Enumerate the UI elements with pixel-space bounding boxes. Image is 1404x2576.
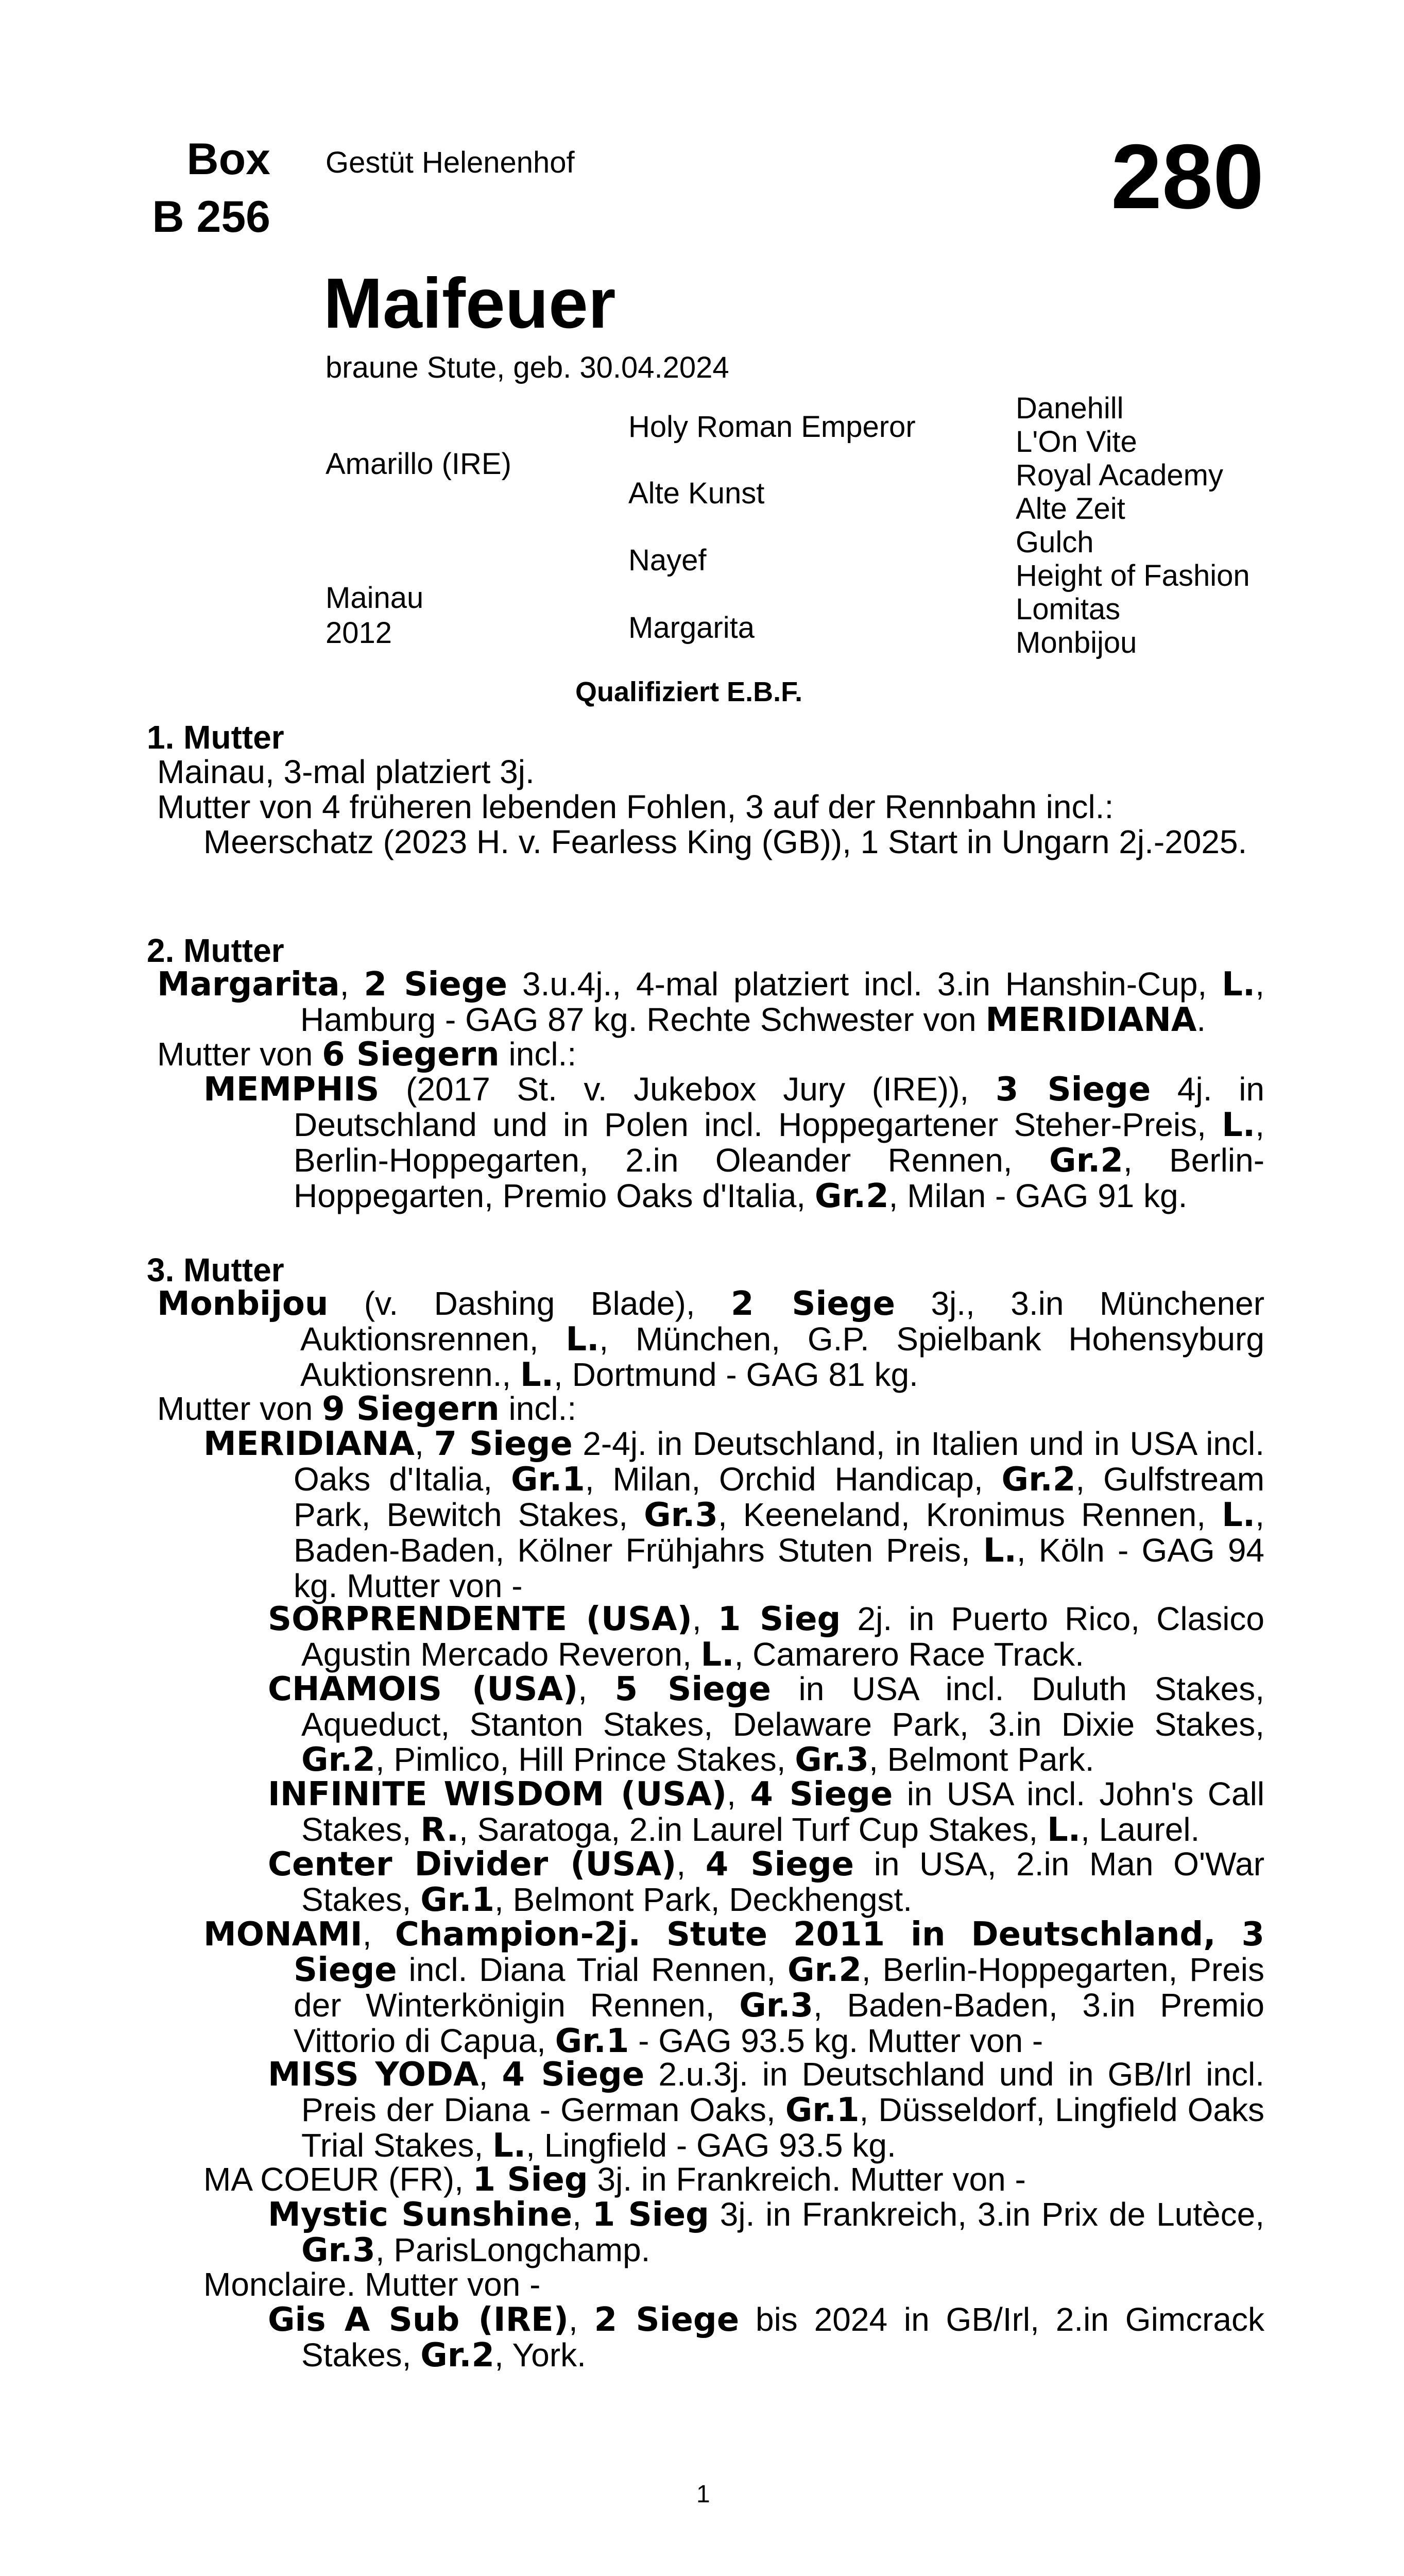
- race-class: L.: [520, 1356, 554, 1394]
- entry-text: in USA incl. John's Call Stakes,: [301, 1775, 1265, 1848]
- memphis-text: (2017 St. v. Jukebox Jury (IRE)),: [379, 1071, 996, 1108]
- m2-dam-wins: 2 Siege: [364, 965, 508, 1004]
- race-class: L.: [566, 1320, 600, 1359]
- entry-text: , Lingfield - GAG 93.5 kg.: [526, 2127, 896, 2164]
- entry-text: , Köln - GAG 94 kg. Mutter von -: [294, 1532, 1264, 1604]
- mystic-sunshine-entry: [268, 2197, 1264, 2268]
- m2-produce-count: 6 Siegern: [322, 1036, 500, 1074]
- entry-wins: 1 Sieg: [592, 2196, 709, 2234]
- m3-dam-wins: 2 Siege: [730, 1285, 896, 1323]
- entry-text: , Camarero Race Track.: [734, 1636, 1084, 1673]
- race-class: Gr.1: [785, 2091, 860, 2129]
- entry-text: , Belmont Park, Deckhengst.: [494, 1881, 913, 1918]
- race-class: Gr.3: [644, 1496, 718, 1534]
- m3-dam-text: , Dortmund - GAG 81 kg.: [554, 1356, 918, 1393]
- meridiana-name: MERIDIANA: [203, 1425, 415, 1463]
- entry-text: , Pimlico, Hill Prince Stakes,: [375, 1741, 795, 1778]
- section-heading-m2: 2. Mutter: [147, 932, 284, 969]
- section-heading-m3: 3. Mutter: [147, 1251, 284, 1289]
- m3-dam-entry: [157, 1286, 1264, 1393]
- miss-yoda-entry: [268, 2057, 1264, 2163]
- infinite-wisdom-entry: [268, 1776, 1264, 1848]
- race-class: Gr.2: [420, 2336, 495, 2375]
- m2-dam-name: Margarita: [157, 965, 340, 1004]
- entry-text: , Keeneland, Kronimus Rennen,: [717, 1496, 1222, 1533]
- entry-wins: 4 Siege: [750, 1775, 893, 1814]
- race-class: L.: [1222, 965, 1256, 1004]
- pedigree-gp-1: Holy Roman Emperor: [628, 410, 916, 444]
- entry-text: ,: [578, 1670, 615, 1707]
- monami-name: MONAMI: [203, 1916, 363, 1954]
- race-class: Gr.1: [420, 1881, 495, 1919]
- gis-a-sub-name: Gis A Sub (IRE): [268, 2301, 569, 2339]
- meridiana-entry: [203, 1426, 1264, 1603]
- box-number: B 256: [152, 192, 270, 242]
- center-divider-entry: [268, 1846, 1264, 1918]
- race-class: Gr.1: [555, 2022, 629, 2060]
- chamois-entry: [268, 1671, 1264, 1777]
- monami-entry: [203, 1917, 1264, 2059]
- entry-text: 2j. in Puerto Rico, Clasico Agustin Mercado Reveron,: [301, 1600, 1265, 1673]
- race-class: Gr.3: [301, 2231, 375, 2269]
- memphis-wins: 3 Siege: [995, 1071, 1151, 1109]
- m2-sister: MERIDIANA: [985, 1001, 1197, 1039]
- chamois-name: CHAMOIS (USA): [268, 1670, 578, 1708]
- m2-dam-text: 3.u.4j., 4-mal platziert incl. 3.in Hanshin-Cup,: [507, 965, 1222, 1003]
- entry-text: ,: [568, 2301, 594, 2338]
- pedigree-ggp-2: L'On Vite: [1016, 425, 1137, 459]
- entry-wins: 5 Siege: [614, 1670, 771, 1708]
- entry-text: in USA incl. Duluth Stakes, Aqueduct, Stanton Stakes, Delaware Park, 3.in Dixie Stakes,: [301, 1670, 1264, 1743]
- m2-dam-text: .: [1196, 1001, 1206, 1038]
- entry-wins: 4 Siege: [705, 1845, 854, 1884]
- sorprendente-entry: [268, 1601, 1264, 1672]
- pedigree-dam: Mainau: [326, 581, 424, 615]
- memphis-name: MEMPHIS: [203, 1071, 380, 1109]
- pedigree-ggp-6: Height of Fashion: [1016, 559, 1250, 592]
- race-class: L.: [700, 1636, 734, 1674]
- pedigree-ggp-7: Lomitas: [1016, 592, 1121, 626]
- entry-text: - GAG 93.5 kg. Mutter von -: [629, 2022, 1043, 2059]
- m3-dam-text: , München, G.P. Spielbank Hohensyburg Auktionsrenn.,: [300, 1320, 1265, 1393]
- race-class: Gr.2: [1049, 1142, 1123, 1180]
- race-class: L.: [1222, 1106, 1256, 1144]
- m3-produce-text: Mutter von: [157, 1390, 322, 1427]
- m3-dam-text: (v. Dashing Blade),: [328, 1285, 731, 1322]
- m3-produce-count: 9 Siegern: [322, 1390, 500, 1428]
- race-class: Gr.3: [739, 1987, 814, 2025]
- gis-a-sub-entry: [268, 2302, 1264, 2373]
- breeder: Gestüt Helenenhof: [326, 146, 575, 179]
- monclaire-entry: Monclaire. Mutter von -: [203, 2266, 541, 2303]
- entry-text: , York.: [494, 2336, 586, 2374]
- miss-yoda-name: MISS YODA: [268, 2056, 479, 2094]
- entry-wins: 1 Sieg: [472, 2161, 588, 2199]
- pedigree-gp-3: Nayef: [628, 544, 707, 577]
- pedigree-ggp-8: Monbijou: [1016, 626, 1137, 659]
- m2-dam-text: , Hamburg - GAG 87 kg. Rechte Schwester von: [300, 965, 1265, 1038]
- entry-text: , Gulfstream Park, Bewitch Stakes,: [294, 1461, 1265, 1533]
- race-class: Gr.2: [1001, 1461, 1076, 1499]
- m2-produce-text: Mutter von: [157, 1036, 322, 1073]
- entry-text: 3j. in Frankreich, 3.in Prix de Lutèce,: [709, 2196, 1265, 2233]
- m1-foal: Meerschatz (2023 H. v. Fearless King (GB)), 1 Start in Ungarn 2j.-2025.: [203, 823, 1247, 860]
- m2-produce: [157, 1037, 1264, 1072]
- entry-text: ,: [415, 1425, 434, 1462]
- m2-dam-entry: Margarita, 2 Siege 3.u.4j., 4-mal platziert incl. 3.in Hanshin-Cup, L., Hamburg - GAG 87 kg. Rechte Schwester von MERIDIANA.: [157, 965, 1265, 1039]
- entry-text: ,: [727, 1775, 750, 1812]
- entry-text: ,: [362, 1916, 395, 1953]
- race-class: R.: [420, 1811, 459, 1849]
- monami-champion: Champion-2j. Stute 2011 in Deutschland, 3 Siege: [294, 1916, 1265, 1989]
- memphis-text: , Milan - GAG 91 kg.: [888, 1177, 1188, 1214]
- qualification: Qualifiziert E.B.F.: [575, 676, 803, 707]
- entry-wins: 1 Sieg: [717, 1600, 841, 1638]
- entry-text: , Belmont Park.: [869, 1741, 1094, 1778]
- entry-text: ,: [478, 2056, 502, 2093]
- infinite-wisdom-name: INFINITE WISDOM (USA): [268, 1775, 727, 1814]
- race-class: Gr.2: [814, 1177, 889, 1215]
- m2-produce-text: incl.:: [499, 1036, 577, 1073]
- entry-text: bis 2024 in GB/Irl, 2.in Gimcrack Stakes,: [301, 2301, 1265, 2374]
- pedigree-dam-year: 2012: [326, 616, 392, 650]
- pedigree-gp-4: Margarita: [628, 611, 755, 645]
- mystic-sunshine-name: Mystic Sunshine: [268, 2196, 573, 2234]
- lot-number: 280: [1111, 125, 1264, 228]
- race-class: Gr.3: [795, 1741, 869, 1779]
- meridiana-wins: 7 Siege: [434, 1425, 573, 1463]
- race-class: L.: [983, 1532, 1017, 1570]
- m3-produce-text: incl.:: [499, 1390, 577, 1427]
- race-class: Gr.1: [510, 1461, 585, 1499]
- entry-text: , ParisLongchamp.: [375, 2231, 650, 2268]
- memphis-text: 4j. in Deutschland und in Polen incl. Hoppegartener Steher-Preis,: [294, 1071, 1265, 1143]
- entry-wins: 4 Siege: [502, 2056, 645, 2094]
- entry-text: , Baden-Baden, 3.in Premio Vittorio di Capua,: [294, 1987, 1264, 2059]
- sorprendente-name: SORPRENDENTE (USA): [268, 1600, 692, 1638]
- entry-text: in USA, 2.in Man O'War Stakes,: [301, 1845, 1264, 1918]
- entry-text: , Laurel.: [1081, 1811, 1200, 1848]
- entry-wins: 2 Siege: [594, 2301, 740, 2339]
- ma-coeur-entry: [203, 2162, 1264, 2197]
- m3-produce: [157, 1391, 1264, 1427]
- race-class: Gr.2: [301, 1741, 375, 1779]
- race-class: Gr.2: [787, 1951, 862, 1989]
- pedigree-sire: Amarillo (IRE): [326, 447, 511, 481]
- entry-text: 3j. in Frankreich. Mutter von -: [588, 2161, 1026, 2198]
- entry-text: , Baden-Baden, Kölner Frühjahrs Stuten Preis,: [294, 1496, 1265, 1569]
- m1-produce-line: Mutter von 4 früheren lebenden Fohlen, 3 auf der Rennbahn incl.:: [157, 788, 1114, 825]
- m2-memphis-entry: [203, 1072, 1264, 1214]
- memphis-text: , Berlin-Hoppegarten, 2.in Oleander Rennen,: [294, 1106, 1264, 1179]
- box-label: Box: [186, 134, 270, 184]
- pedigree-ggp-1: Danehill: [1016, 392, 1124, 425]
- entry-text: ,: [692, 1600, 718, 1637]
- horse-description: braune Stute, geb. 30.04.2024: [326, 351, 729, 384]
- race-class: L.: [1222, 1496, 1256, 1534]
- race-class: L.: [492, 2127, 526, 2165]
- race-class: L.: [1047, 1811, 1081, 1849]
- horse-name: Maifeuer: [323, 264, 616, 343]
- pedigree-ggp-4: Alte Zeit: [1016, 492, 1125, 526]
- page-number: 1: [696, 2481, 710, 2508]
- center-divider-name: Center Divider (USA): [268, 1845, 677, 1884]
- entry-text: , Düsseldorf, Lingfield Oaks Trial Stakes,: [301, 2091, 1264, 2164]
- pedigree-ggp-3: Royal Academy: [1016, 459, 1223, 492]
- entry-text: MA COEUR (FR),: [203, 2161, 473, 2198]
- entry-text: , Saratoga, 2.in Laurel Turf Cup Stakes,: [459, 1811, 1047, 1848]
- section-heading-m1: 1. Mutter: [147, 719, 284, 756]
- m3-dam-name: Monbijou: [157, 1285, 329, 1323]
- entry-text: , Berlin-Hoppegarten, Preis der Winterkönigin Rennen,: [294, 1951, 1265, 2024]
- entry-text: ,: [676, 1845, 706, 1883]
- m3-dam-text: 3j., 3.in Münchener Auktionsrennen,: [300, 1285, 1265, 1358]
- pedigree-gp-2: Alte Kunst: [628, 477, 765, 510]
- entry-text: 2-4j. in Deutschland, in Italien und in USA incl. Oaks d'Italia,: [294, 1425, 1264, 1498]
- m1-dam-line: Mainau, 3-mal platziert 3j.: [157, 753, 535, 790]
- memphis-text: , Berlin-Hoppegarten, Premio Oaks d'Italia,: [294, 1142, 1265, 1214]
- entry-text: , Milan, Orchid Handicap,: [585, 1461, 1002, 1498]
- entry-text: ,: [572, 2196, 592, 2233]
- entry-text: 2.u.3j. in Deutschland und in GB/Irl incl. Preis der Diana - German Oaks,: [301, 2056, 1265, 2128]
- entry-text: incl. Diana Trial Rennen,: [397, 1951, 788, 1988]
- pedigree-ggp-5: Gulch: [1016, 526, 1094, 559]
